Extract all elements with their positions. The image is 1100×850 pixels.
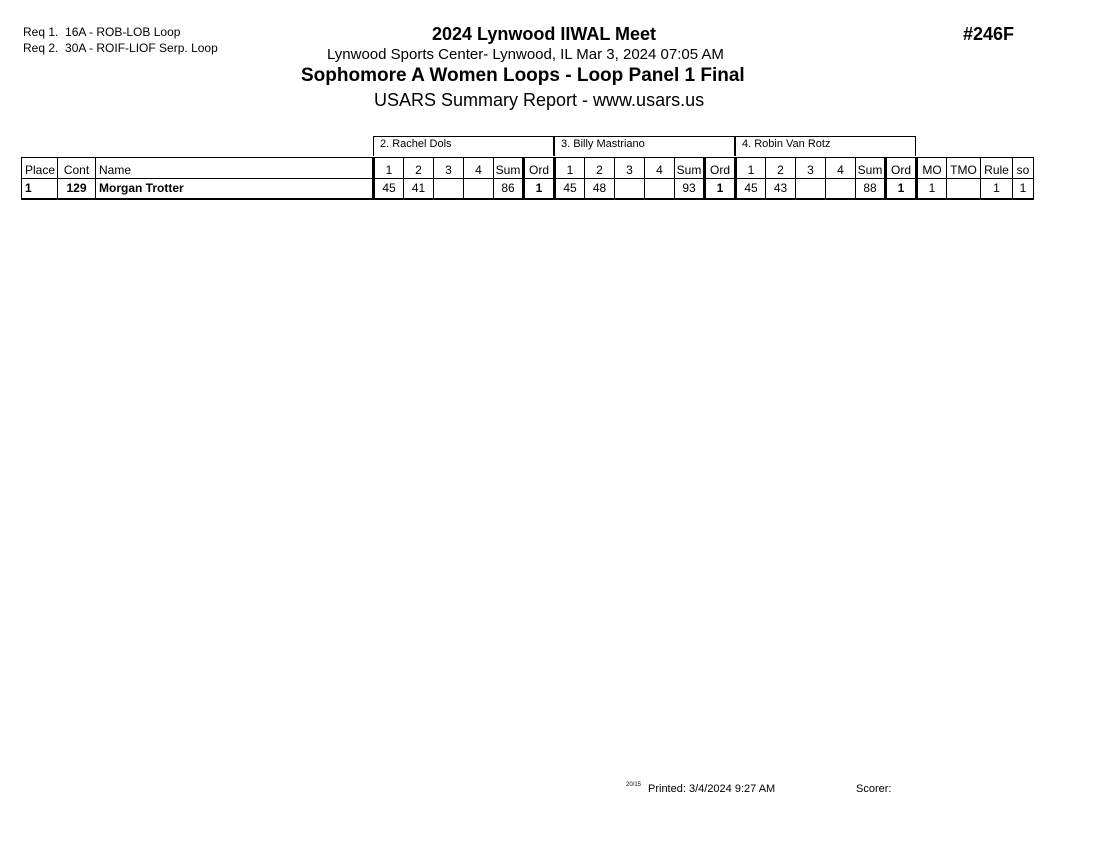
- cell-j2-score-2: 48: [585, 179, 615, 200]
- event-number: #246F: [963, 24, 1015, 44]
- cell-name: Morgan Trotter: [96, 179, 374, 200]
- requirement-1-value: 16A - ROB-LOB Loop: [65, 25, 181, 39]
- cell-j3-ord: 1: [886, 179, 917, 200]
- requirement-1: [23, 25, 180, 39]
- col-j1-score-4: 4: [464, 158, 494, 179]
- requirement-2-label: Req 2.: [23, 41, 59, 55]
- meet-subtitle: Lynwood Sports Center- Lynwood, IL Mar 3, 2024 07:05 AM: [327, 46, 724, 63]
- col-j2-score-1: 1: [555, 158, 585, 179]
- requirement-1-label: Req 1.: [23, 25, 59, 39]
- col-j3-score-4: 4: [826, 158, 856, 179]
- cell-tmo: [947, 179, 981, 200]
- cell-j2-score-3: [615, 179, 645, 200]
- cell-j3-score-4: [826, 179, 856, 200]
- col-j1-score-1: 1: [374, 158, 404, 179]
- col-j2-score-4: 4: [645, 158, 675, 179]
- requirement-2: [23, 41, 218, 55]
- table-header-row: [22, 158, 1034, 179]
- cell-cont: 129: [58, 179, 96, 200]
- event-title: Sophomore A Women Loops - Loop Panel 1 Final: [301, 65, 745, 86]
- col-j2-score-3: 3: [615, 158, 645, 179]
- cell-j1-score-4: [464, 179, 494, 200]
- cell-j1-ord: 1: [524, 179, 555, 200]
- col-j1-score-2: 2: [404, 158, 434, 179]
- col-j3-score-3: 3: [796, 158, 826, 179]
- cell-j2-sum: 93: [675, 179, 705, 200]
- requirement-2-value: 30A - ROIF-LIOF Serp. Loop: [65, 41, 218, 55]
- scorer-label: Scorer:: [856, 783, 892, 795]
- cell-so: 1: [1013, 179, 1034, 200]
- judge-header-3: 4. Robin Van Rotz: [735, 136, 916, 156]
- cell-j1-sum: 86: [494, 179, 524, 200]
- cell-j1-score-3: [434, 179, 464, 200]
- judge-header-1: 2. Rachel Dols: [373, 136, 554, 156]
- col-j3-sum: Sum: [856, 158, 886, 179]
- cell-mo: 1: [917, 179, 947, 200]
- results-table: [21, 157, 1034, 200]
- col-rule: Rule: [981, 158, 1013, 179]
- footer-mark: 20/15: [626, 782, 642, 788]
- col-place: Place: [22, 158, 58, 179]
- cell-j2-score-1: 45: [555, 179, 585, 200]
- cell-j3-sum: 88: [856, 179, 886, 200]
- col-j1-score-3: 3: [434, 158, 464, 179]
- col-so: so: [1013, 158, 1034, 179]
- col-j2-score-2: 2: [585, 158, 615, 179]
- cell-j1-score-1: 45: [374, 179, 404, 200]
- col-name: Name: [96, 158, 374, 179]
- judge-header-2: 3. Billy Mastriano: [554, 136, 735, 156]
- col-j2-ord: Ord: [705, 158, 736, 179]
- report-line: USARS Summary Report - www.usars.us: [374, 90, 705, 110]
- col-mo: MO: [917, 158, 947, 179]
- col-j3-ord: Ord: [886, 158, 917, 179]
- cell-rule: 1: [981, 179, 1013, 200]
- col-j3-score-2: 2: [766, 158, 796, 179]
- cell-j3-score-1: 45: [736, 179, 766, 200]
- col-j2-sum: Sum: [675, 158, 705, 179]
- cell-j3-score-3: [796, 179, 826, 200]
- col-tmo: TMO: [947, 158, 981, 179]
- cell-j3-score-2: 43: [766, 179, 796, 200]
- cell-j2-score-4: [645, 179, 675, 200]
- cell-j2-ord: 1: [705, 179, 736, 200]
- table-row: [22, 179, 1034, 200]
- printed-timestamp: Printed: 3/4/2024 9:27 AM: [648, 783, 776, 795]
- col-cont: Cont: [58, 158, 96, 179]
- col-j1-ord: Ord: [524, 158, 555, 179]
- cell-place: 1: [22, 179, 58, 200]
- col-j3-score-1: 1: [736, 158, 766, 179]
- col-j1-sum: Sum: [494, 158, 524, 179]
- meet-title: 2024 Lynwood IIWAL Meet: [432, 24, 657, 44]
- cell-j1-score-2: 41: [404, 179, 434, 200]
